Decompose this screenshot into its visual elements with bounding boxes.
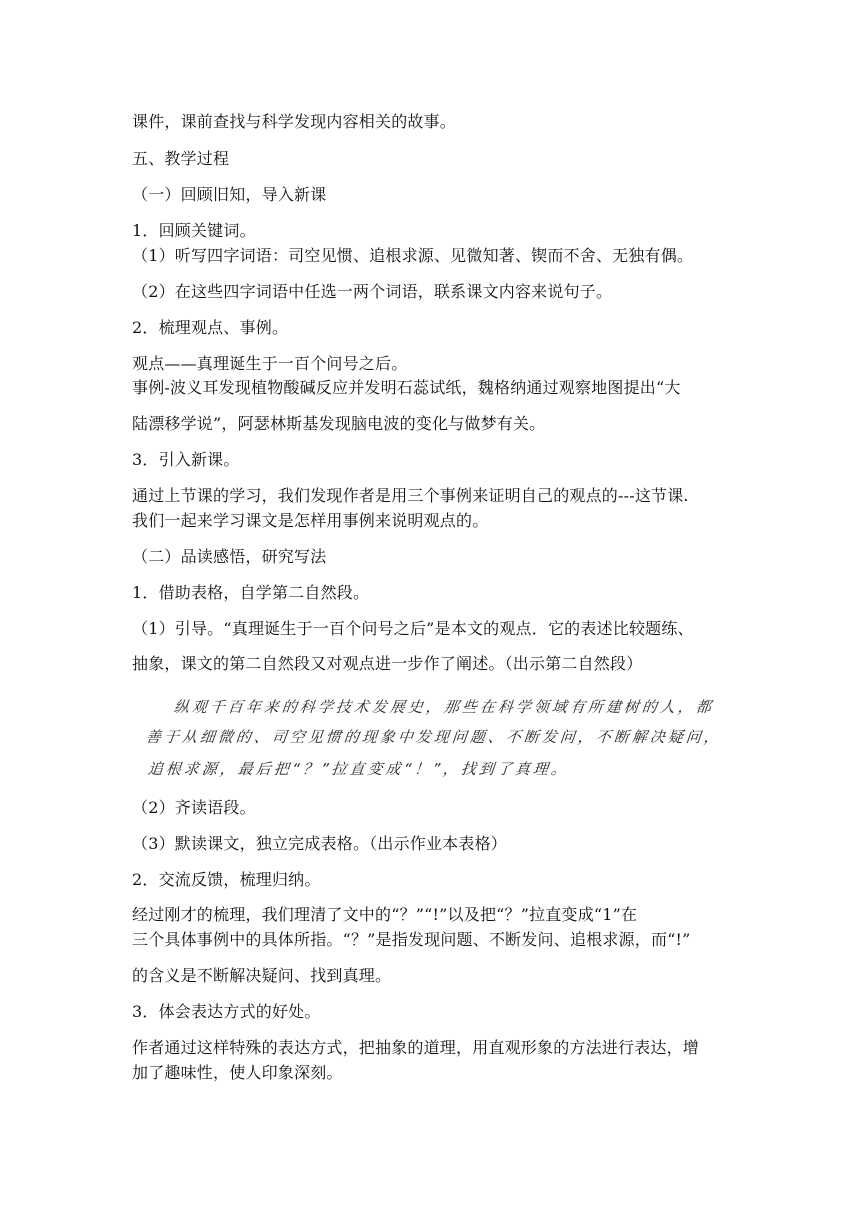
text-line: 1．回顾关键词。 <box>132 221 256 240</box>
text-line: 观点——真理诞生于一百个问号之后。 <box>132 354 408 373</box>
text-line: 事例-波义耳发现植物酸碱反应并发明石蕊试纸，魏格纳通过观察地图提出“大 <box>132 378 681 397</box>
text-line: （1）引导。“真理诞生于一百个问号之后”是本文的观点．它的表述比较题练、 <box>132 619 694 638</box>
text-line: 通过上节课的学习，我们发现作者是用三个事例来证明自己的观点的---这节课. <box>132 486 689 505</box>
text-line: 2．梳理观点、事例。 <box>132 318 289 337</box>
text-line: 加了趣味性，使人印象深刻。 <box>132 1063 343 1082</box>
text-line: 3．引入新课。 <box>132 450 240 469</box>
text-line: （1）听写四字词语：司空见惯、追根求源、见微知著、锲而不舍、无独有偶。 <box>132 246 694 265</box>
handwritten-line: 纵观千百年来的科学技术发展史，那些在科学领域有所建树的人，都 <box>173 698 715 716</box>
text-line: 2．交流反馈，梳理归纳。 <box>132 870 321 889</box>
text-line: 陆漂移学说”，阿瑟林斯基发现脑电波的变化与做梦有关。 <box>132 414 546 433</box>
handwritten-line: 追根求源，最后把“？”拉直变成“！”，找到了真理。 <box>147 760 570 778</box>
handwritten-excerpt <box>145 688 723 788</box>
handwritten-line: 善于从细微的、司空见惯的现象中发现问题、不断发问，不断解决疑问， <box>145 728 723 746</box>
subsection-heading: （二）品读感悟，研究写法 <box>132 547 327 566</box>
text-line: （2）在这些四字词语中任选一两个词语，联系课文内容来说句子。 <box>132 282 613 301</box>
text-line: 经过刚才的梳理，我们理清了文中的“？”“!”以及把“？”拉直变成“1”在 <box>132 905 638 924</box>
text-line: 三个具体事例中的具体所指。“？”是指发现问题、不断发问、追根求源，而“!” <box>132 930 691 949</box>
text-line: （2）齐读语段。 <box>132 798 256 817</box>
text-line: 我们一起来学习课文是怎样用事例来说明观点的。 <box>132 511 489 530</box>
text-line: 课件，课前查找与科学发现内容相关的故事。 <box>132 112 457 131</box>
text-line: 1．借助表格，自学第二自然段。 <box>132 583 370 602</box>
section-heading: 五、教学过程 <box>132 149 230 168</box>
text-line: 作者通过这样特殊的表达方式，把抽象的道理，用直观形象的方法进行表达，增 <box>132 1038 700 1057</box>
text-line: 3．体会表达方式的好处。 <box>132 1002 321 1021</box>
subsection-heading: （一）回顾旧知，导入新课 <box>132 185 327 204</box>
text-line: 抽象，课文的第二自然段又对观点进一步作了阐述。（出示第二自然段） <box>132 654 643 673</box>
text-line: 的含义是不断解决疑问、找到真理。 <box>132 966 392 985</box>
text-line: （3）默读课文，独立完成表格。（出示作业本表格） <box>132 834 507 853</box>
